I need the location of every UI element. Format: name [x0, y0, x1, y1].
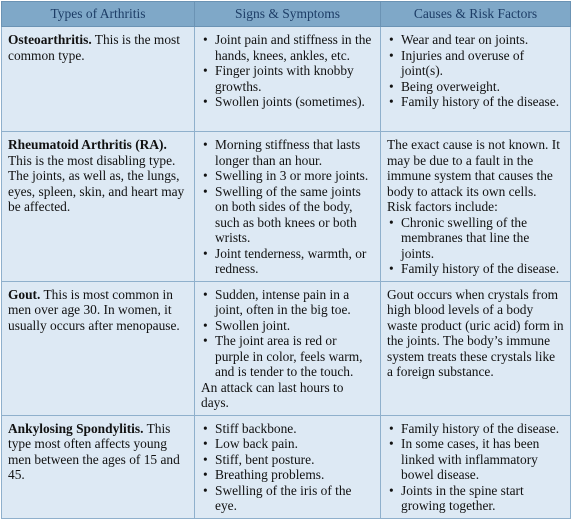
list-item: • Family history of the disease. [401, 261, 564, 277]
causes-cell [381, 281, 571, 415]
list-item: • Swelling of the iris of the eye. [215, 483, 374, 514]
list-item: • Injuries and overuse of joint(s). [401, 48, 564, 79]
symptom-list [201, 287, 374, 380]
causes-intro: Gout occurs when crystals from high blood levels of a body waste product (uric acid) form in the joints. The body’s immune system treats these crystals like a foreign substance. [387, 286, 564, 379]
cause-list [387, 215, 564, 277]
list-item: • Finger joints with knobby growths. [215, 63, 374, 94]
list-item: • Swelling of the same joints on both sides of the body, such as both knees or both wrists. [215, 184, 374, 246]
type-cell [2, 132, 195, 282]
causes-cell [381, 132, 571, 282]
type-cell [2, 415, 195, 518]
header-row [2, 2, 571, 27]
list-item: • The joint area is red or purple in color, feels warm, and is tender to the touch. [215, 333, 374, 380]
list-item: • Family history of the disease. [401, 421, 564, 437]
arthritis-type-name: Gout. [8, 286, 41, 302]
list-item: • Breathing problems. [215, 467, 374, 483]
symptom-list [201, 137, 374, 277]
type-cell [2, 281, 195, 415]
list-item: • In some cases, it has been linked with inflammatory bowel disease. [401, 436, 564, 483]
list-item: • Wear and tear on joints. [401, 32, 564, 48]
arthritis-type-description: This type most often affects young men between the ages of 15 and 45. [8, 420, 180, 482]
causes-intro: The exact cause is not known. It may be due to a fault in the immune system that causes the body to attack its own cells. Risk factors include: [387, 137, 560, 214]
table-row-gout [2, 281, 571, 415]
list-item: • Swollen joints (sometimes). [215, 94, 374, 110]
table-row-osteoarthritis [2, 27, 571, 132]
arthritis-info-page [0, 1, 571, 513]
arthritis-type-name: Ankylosing Spondylitis. [8, 420, 144, 436]
list-item: • Joint tenderness, warmth, or redness. [215, 246, 374, 277]
list-item: • Swelling in 3 or more joints. [215, 168, 374, 184]
header-causes: Causes & Risk Factors [381, 2, 571, 27]
list-item: • Joints in the spine start growing together. [401, 483, 564, 514]
arthritis-type-name: Osteoarthritis. [8, 32, 92, 47]
symptoms-cell [195, 27, 381, 132]
table-body [2, 27, 571, 519]
cause-list [387, 32, 564, 110]
type-cell [2, 27, 195, 132]
list-item: • Family history of the disease. [401, 94, 564, 110]
list-item: • Sudden, intense pain in a joint, often in the big toe. [215, 287, 374, 318]
header-types: Types of Arthritis [2, 2, 195, 27]
table-row-ankylosing-spondylitis [2, 415, 571, 518]
list-item: • Stiff, bent posture. [215, 452, 374, 468]
list-item: • Stiff backbone. [215, 421, 374, 437]
symptoms-cell [195, 281, 381, 415]
cause-list [387, 421, 564, 514]
table-row-rheumatoid-arthritis [2, 132, 571, 282]
arthritis-type-description: This is the most common type. [8, 32, 180, 63]
list-item: • Morning stiffness that lasts longer than an hour. [215, 137, 374, 168]
symptom-list [201, 421, 374, 514]
causes-cell [381, 415, 571, 518]
list-item: • Swollen joint. [215, 318, 374, 334]
list-item: • Joint pain and stiffness in the hands, knees, ankles, etc. [215, 32, 374, 63]
symptom-list [201, 32, 374, 110]
arthritis-type-name: Rheumatoid Arthritis (RA). [8, 137, 167, 152]
symptoms-cell [195, 415, 381, 518]
arthritis-type-description: This is most common in men over age 30. In women, it usually occurs after menopause. [8, 286, 180, 333]
header-symptoms: Signs & Symptoms [195, 2, 381, 27]
list-item: • Chronic swelling of the membranes that line the joints. [401, 215, 564, 262]
list-item: • Being overweight. [401, 79, 564, 95]
symptoms-note: An attack can last hours to days. [201, 379, 344, 410]
symptoms-cell [195, 132, 381, 282]
arthritis-table [1, 1, 571, 519]
causes-cell [381, 27, 571, 132]
table-header [2, 2, 571, 27]
list-item: • Low back pain. [215, 436, 374, 452]
arthritis-type-description: This is the most disabling type. The joints, as well as, the lungs, eyes, spleen, skin, and heart may be affected. [8, 152, 185, 214]
